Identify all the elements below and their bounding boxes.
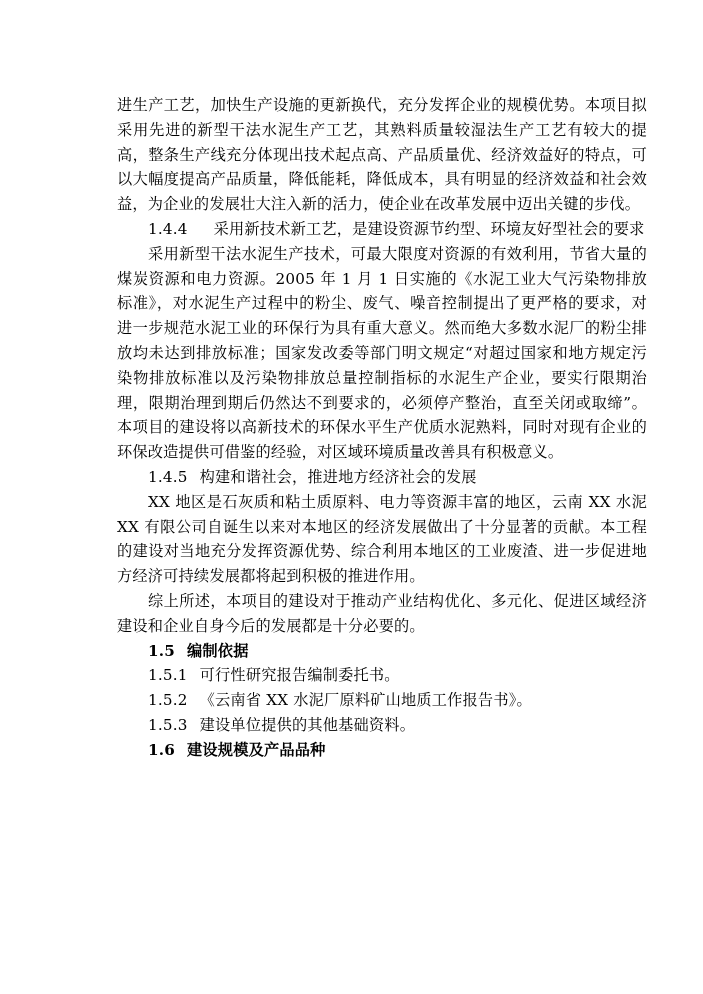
paragraph-summary: 综上所述，本项目的建设对于推动产业结构优化、多元化、促进区域经济建设和企业自身今后的发展都是十分必要的。 — [117, 591, 647, 635]
item-number: 1.5.1 — [148, 666, 188, 685]
section-title: 采用新技术新工艺，是建设资源节约型、环境友好型社会的要求 — [213, 219, 645, 238]
paragraph-regional-contribution: XX 地区是石灰质和粘土质原料、电力等资源丰富的地区，云南 XX 水泥 XX 有限公司自诞生以来对本地区的经济发展做出了十分显著的贡献。本工程的建设对当地充分发挥资源优势、综合利用本地区的工业废渣、进一步促进地方经济可持续发展都将起到积极的推进作用。 — [117, 492, 647, 586]
item-number: 1.5.2 — [148, 691, 188, 710]
section-number: 1.6 — [148, 740, 176, 759]
section-heading-1-4-5 — [117, 465, 647, 490]
section-heading-1-4-4 — [117, 217, 647, 242]
section-number: 1.5 — [148, 641, 176, 660]
item-text: 《云南省 XX 水泥厂原料矿山地质工作报告书》。 — [199, 691, 532, 710]
item-text: 建设单位提供的其他基础资料。 — [199, 715, 416, 734]
section-title: 构建和谐社会，推进地方经济社会的发展 — [199, 467, 477, 486]
section-number: 1.4.4 — [148, 219, 188, 238]
section-heading-1-6 — [117, 738, 647, 763]
item-text: 可行性研究报告编制委托书。 — [199, 666, 400, 685]
item-number: 1.5.3 — [148, 715, 188, 734]
list-item-1-5-3 — [117, 713, 647, 738]
section-title: 编制依据 — [187, 641, 249, 660]
section-heading-1-5 — [117, 639, 647, 664]
paragraph-new-technology: 采用新型干法水泥生产技术，可最大限度对资源的有效利用，节省大量的煤炭资源和电力资源。2005 年 1 月 1 日实施的《水泥工业大气污染物排放标准》，对水泥生产过程中的粉尘、废气、噪音控制提出了更严格的要求，对进一步规范水泥工业的环保行为具有重大意义。然而绝大多数水泥厂的粉尘排放均未达到排放标准；国家发改委等部门明文规定“对超过国家和地方规定污染物排放标准以及污染物排放总量控制指标的水泥生产企业，要实行限期治理，限期治理到期后仍然达不到要求的，必须停产整治，直至关闭或取缔”。本项目的建设将以高新技术的环保水平生产优质水泥熟料，同时对现有企业的环保改造提供可借鉴的经验，对区域环境质量改善具有积极意义。 — [117, 244, 647, 462]
paragraph-intro-continuation: 进生产工艺，加快生产设施的更新换代，充分发挥企业的规模优势。本项目拟采用先进的新型干法水泥生产工艺，其熟料质量较湿法生产工艺有较大的提高，整条生产线充分体现出技术起点高、产品质量优、经济效益好的特点，可以大幅度提高产品质量，降低能耗，降低成本，具有明显的经济效益和社会效益，为企业的发展壮大注入新的活力，使企业在改革发展中迈出关键的步伐。 — [117, 96, 647, 214]
list-item-1-5-2 — [117, 688, 647, 713]
section-number: 1.4.5 — [148, 467, 188, 486]
document-page — [117, 93, 647, 763]
list-item-1-5-1 — [117, 663, 647, 688]
section-title: 建设规模及产品品种 — [187, 740, 326, 759]
